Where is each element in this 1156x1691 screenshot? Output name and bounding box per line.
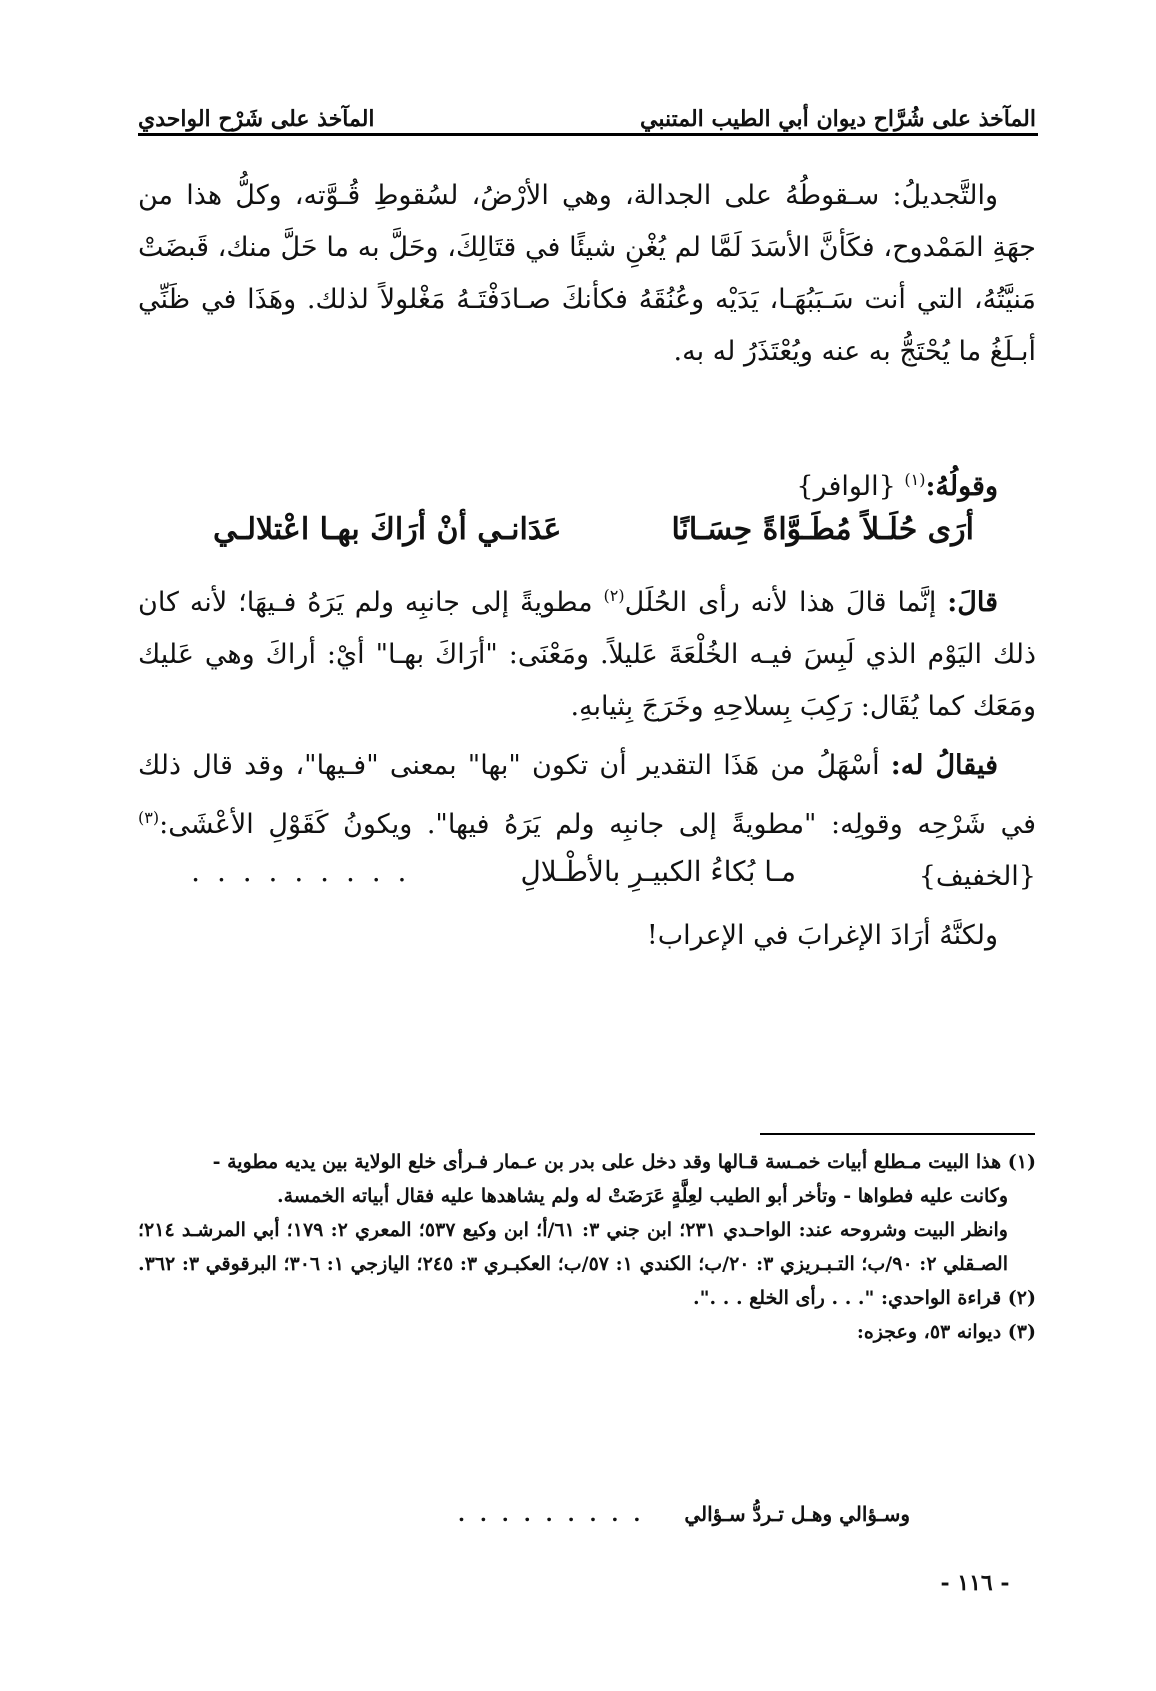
verse-intro-lead: وقولُهُ: (925, 471, 998, 502)
footnote-ref-1: (١) (904, 470, 926, 489)
page-number: - ١١٦ - (940, 1570, 1010, 1596)
paragraph-2-lead: قالَ: (947, 587, 998, 618)
verse-1-first-hemistich: أرَى حُلَـلاً مُطَـوَّاةً حِسَـانًا (671, 512, 974, 547)
footnote-ref-2: (٢) (603, 586, 625, 605)
paragraph-4-block (138, 910, 1036, 962)
footnotes (138, 1145, 1036, 1349)
paragraph-2-text-b: مطويةً إلى جانبِه ولم يَرَهُ فـيهَا؛ لأنه كان ذلك اليَوْم الذي لَبِسَ فيـه الخُلْعَةَ عَليلاً. ومَعْنَى: "أرَاكَ بهـا" أيْ: أراكَ وهي عَليك ومَعَك كما يُقَال: رَكِبَ بِسلاحِهِ وخَرَجَ بِثيابهِ. (138, 587, 1036, 722)
paragraph-2 (138, 570, 1036, 733)
verse-2-omitted-hemistich: . . . . . . . . . (191, 855, 411, 888)
paragraph-4: ولكنَّهُ أرَادَ الإغرابَ في الإعراب! (646, 920, 998, 951)
footnote-ref-3: (٣) (138, 808, 160, 827)
footnote-1-line-1: (١) هذا البيت مـطلع أبيات خمـسة قـالها وقد دخل على بدر بن عـمار فـرأى خلع الولاية بين يديه مطوية - (212, 1151, 1036, 1173)
verse-1 (213, 512, 974, 547)
meter-label-2: {الخفيف} (918, 861, 1036, 892)
paragraph-2-text-a: إنَّما قالَ هذا لأنه رأى الحُلَل (624, 587, 948, 618)
header-section-title: المآخذ على شَرْح الواحدي (138, 106, 375, 132)
verse-intro-block (138, 454, 1036, 513)
paragraph-3-lead: فيقالُ له: (890, 750, 998, 781)
footnote-separator (760, 1133, 1035, 1135)
footnote-3-verse-dots: . . . . . . . . . (457, 1502, 645, 1526)
paragraph-2-block (138, 570, 1036, 733)
header-book-title: المآخذ على شُرَّاح ديوان أبي الطيب المتنبي (640, 106, 1036, 132)
footnote-2: (٢) قراءة الواحدي: ". . . رأى الخلع . . .". (692, 1287, 1036, 1309)
header-rule (138, 133, 1038, 136)
paragraph-3-text: أسْهَلُ من هَذَا التقدير أن تكون "بها" بمعنى "فـيها"، وقد قال ذلك في شَرْحِه وقولِه: "مطويةً إلى جانبِه ولم يَرَهُ فيها". ويكونُ كَقَوْلِ الأعْشَى: (138, 750, 1036, 840)
running-header (138, 88, 1036, 132)
meter-label-1: {الوافر} (796, 471, 896, 502)
verse-1-second-hemistich: عَدَانـي أنْ أرَاكَ بهـا اعْتلالـي (213, 512, 562, 547)
footnote-3-verse-hemistich: وسـؤالي وهـل تـردُّ سـؤالي (684, 1502, 910, 1526)
paragraph-1: والتَّجديلُ: سـقوطُهُ على الجدالة، وهي الأرْضُ، لسُقوطِ قُـوَّته، وكلُّ هذا من جهَةِ المَمْدوح، فكَأنَّ الأسَدَ لَمَّا لم يُغْنِ شيئًا في قتَالِكَ، وحَلَّ به ما حَلَّ منك، قَبضَتْ مَنيَّتُهُ، التي أنت سَـبَبُهَـا، يَدَيْه وعُنُقَهُ فكأنكَ صـادَفْتَـهُ مَغْلولاً لذلك. وهَذَا في ظَنِّي أبـلَغُ ما يُحْتَجُّ به عنه ويُعْتَذَرُ له به. (138, 180, 1036, 367)
footnote-1-sources: وانظر البيت وشروحه عند: الواحـدي ٢٣١؛ ابن جني ٣: ٦١/أ؛ ابن وكيع ٥٣٧؛ المعري ٢: ١٧٩؛ أبي المرشـد ٢١٤؛ الصـقلي ٢: ٩٠/ب؛ التـبـريزي ٣: ٢٠/ب؛ الكندي ١: ٥٧/ب؛ العكبـري ٣: ٢٤٥؛ اليازجي ١: ٣٠٦؛ البرقوقي ٣: ٣٦٢. (138, 1219, 1008, 1275)
footnote-1-line-2: وكانت عليه فطواها - وتأخر أبو الطيب لعِلَّةٍ عَرَضَتْ له ولم يشاهدها عليه فقال أبياته الخمسة. (276, 1185, 1008, 1207)
verse-intro (138, 454, 1036, 513)
footnote-3-verse (390, 1502, 910, 1526)
verse-2-first-hemistich: مـا بُكاءُ الكبيـرِ بالأطْـلالِ (520, 855, 796, 888)
footnote-3: (٣) ديوانه ٥٣، وعجزه: (856, 1321, 1036, 1343)
verse-2 (191, 855, 796, 888)
paragraph-1-block (138, 170, 1036, 378)
